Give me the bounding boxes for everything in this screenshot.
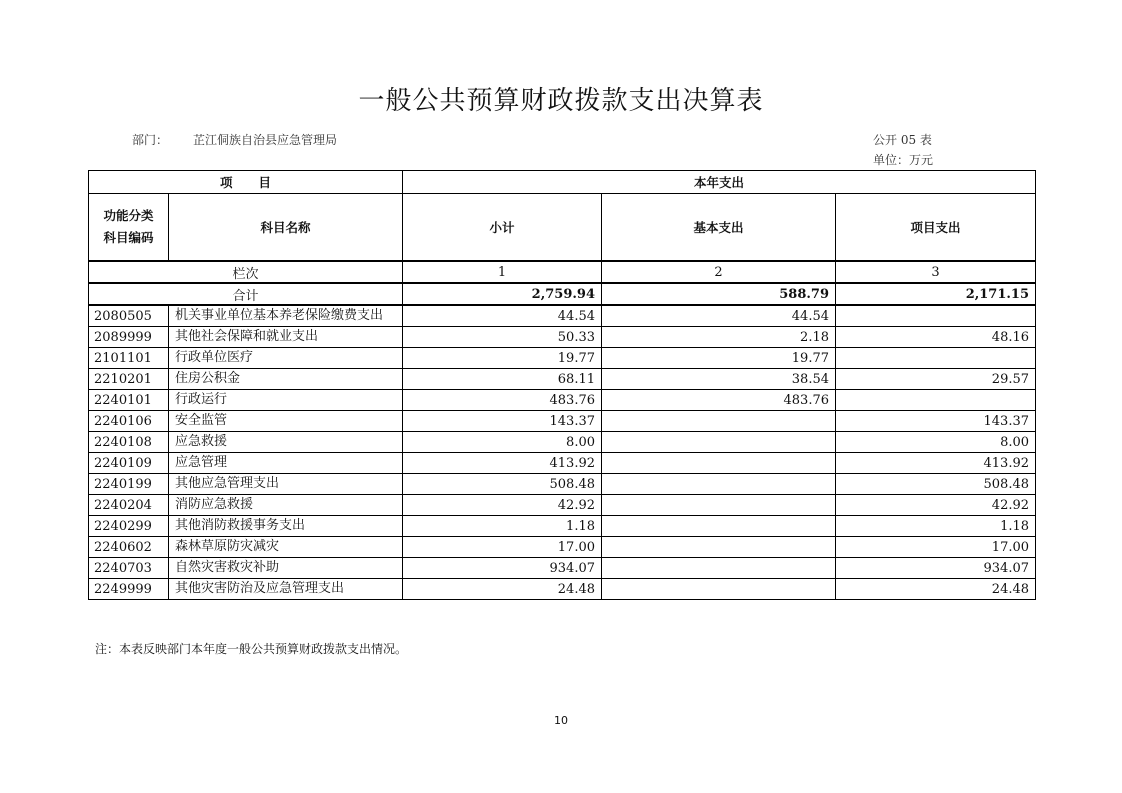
row-subtotal: 42.92 bbox=[403, 495, 602, 516]
row-code: 2080505 bbox=[89, 305, 169, 327]
total-project: 2,171.15 bbox=[836, 283, 1036, 305]
row-basic bbox=[602, 432, 836, 453]
column-number-1: 1 bbox=[403, 261, 602, 283]
row-basic bbox=[602, 537, 836, 558]
row-project: 8.00 bbox=[836, 432, 1036, 453]
row-project: 1.18 bbox=[836, 516, 1036, 537]
row-name: 行政单位医疗 bbox=[169, 348, 403, 369]
table-row bbox=[89, 411, 1036, 432]
form-code: 公开 05 表 bbox=[873, 133, 932, 147]
total-row bbox=[89, 283, 1036, 305]
row-subtotal: 8.00 bbox=[403, 432, 602, 453]
row-name: 行政运行 bbox=[169, 390, 403, 411]
table-row bbox=[89, 516, 1036, 537]
row-subtotal: 68.11 bbox=[403, 369, 602, 390]
unit-label: 单位：万元 bbox=[873, 153, 934, 167]
column-number-label: 栏次 bbox=[89, 261, 403, 283]
expenditure-table bbox=[88, 170, 1036, 600]
row-subtotal: 19.77 bbox=[403, 348, 602, 369]
row-project: 508.48 bbox=[836, 474, 1036, 495]
row-code: 2101101 bbox=[89, 348, 169, 369]
row-name: 住房公积金 bbox=[169, 369, 403, 390]
row-project: 17.00 bbox=[836, 537, 1036, 558]
row-subtotal: 143.37 bbox=[403, 411, 602, 432]
row-name: 消防应急救援 bbox=[169, 495, 403, 516]
row-code: 2240108 bbox=[89, 432, 169, 453]
header-current-year-spending: 本年支出 bbox=[403, 171, 1036, 194]
header-func-code: 功能分类 科目编码 bbox=[89, 194, 169, 262]
row-basic bbox=[602, 579, 836, 600]
row-project bbox=[836, 305, 1036, 327]
column-number-row bbox=[89, 261, 1036, 283]
row-project: 143.37 bbox=[836, 411, 1036, 432]
row-subtotal: 934.07 bbox=[403, 558, 602, 579]
table-row bbox=[89, 558, 1036, 579]
row-code: 2249999 bbox=[89, 579, 169, 600]
row-project bbox=[836, 348, 1036, 369]
row-name: 其他社会保障和就业支出 bbox=[169, 327, 403, 348]
row-code: 2240299 bbox=[89, 516, 169, 537]
table-row bbox=[89, 348, 1036, 369]
department-label: 部门： bbox=[132, 133, 169, 147]
row-subtotal: 413.92 bbox=[403, 453, 602, 474]
header-subject-name: 科目名称 bbox=[169, 194, 403, 262]
table-note: 注：本表反映部门本年度一般公共预算财政拨款支出情况。 bbox=[95, 642, 408, 656]
total-label: 合计 bbox=[89, 283, 403, 305]
row-name: 应急管理 bbox=[169, 453, 403, 474]
row-code: 2240101 bbox=[89, 390, 169, 411]
row-subtotal: 483.76 bbox=[403, 390, 602, 411]
header-project-spending: 项目支出 bbox=[836, 194, 1036, 262]
row-name: 其他应急管理支出 bbox=[169, 474, 403, 495]
row-subtotal: 1.18 bbox=[403, 516, 602, 537]
row-project: 24.48 bbox=[836, 579, 1036, 600]
row-name: 自然灾害救灾补助 bbox=[169, 558, 403, 579]
row-project: 29.57 bbox=[836, 369, 1036, 390]
table-row bbox=[89, 474, 1036, 495]
row-basic bbox=[602, 516, 836, 537]
row-basic bbox=[602, 411, 836, 432]
table-row bbox=[89, 390, 1036, 411]
table-row bbox=[89, 369, 1036, 390]
header-project: 项 目 bbox=[89, 171, 403, 194]
table-row bbox=[89, 432, 1036, 453]
row-project: 42.92 bbox=[836, 495, 1036, 516]
row-project: 48.16 bbox=[836, 327, 1036, 348]
table-row bbox=[89, 453, 1036, 474]
row-subtotal: 50.33 bbox=[403, 327, 602, 348]
page-number: 10 bbox=[554, 714, 568, 727]
row-name: 应急救援 bbox=[169, 432, 403, 453]
department-name: 芷江侗族自治县应急管理局 bbox=[193, 133, 338, 147]
row-basic: 2.18 bbox=[602, 327, 836, 348]
row-basic bbox=[602, 474, 836, 495]
table-row bbox=[89, 305, 1036, 327]
row-code: 2089999 bbox=[89, 327, 169, 348]
row-basic bbox=[602, 453, 836, 474]
row-basic: 483.76 bbox=[602, 390, 836, 411]
row-basic: 38.54 bbox=[602, 369, 836, 390]
row-code: 2240106 bbox=[89, 411, 169, 432]
row-project: 934.07 bbox=[836, 558, 1036, 579]
table-row bbox=[89, 495, 1036, 516]
table-row bbox=[89, 537, 1036, 558]
row-subtotal: 17.00 bbox=[403, 537, 602, 558]
table-row bbox=[89, 327, 1036, 348]
row-name: 机关事业单位基本养老保险缴费支出 bbox=[169, 305, 403, 327]
row-subtotal: 508.48 bbox=[403, 474, 602, 495]
row-name: 其他灾害防治及应急管理支出 bbox=[169, 579, 403, 600]
page-title: 一般公共预算财政拨款支出决算表 bbox=[358, 86, 764, 116]
row-basic bbox=[602, 495, 836, 516]
row-name: 森林草原防灾减灾 bbox=[169, 537, 403, 558]
row-basic: 44.54 bbox=[602, 305, 836, 327]
column-number-2: 2 bbox=[602, 261, 836, 283]
row-project bbox=[836, 390, 1036, 411]
total-basic: 588.79 bbox=[602, 283, 836, 305]
header-basic-spending: 基本支出 bbox=[602, 194, 836, 262]
row-basic bbox=[602, 558, 836, 579]
total-subtotal: 2,759.94 bbox=[403, 283, 602, 305]
table-row bbox=[89, 579, 1036, 600]
row-code: 2240602 bbox=[89, 537, 169, 558]
row-code: 2240204 bbox=[89, 495, 169, 516]
column-number-3: 3 bbox=[836, 261, 1036, 283]
row-subtotal: 24.48 bbox=[403, 579, 602, 600]
row-subtotal: 44.54 bbox=[403, 305, 602, 327]
header-subtotal: 小计 bbox=[403, 194, 602, 262]
row-code: 2240109 bbox=[89, 453, 169, 474]
row-code: 2240703 bbox=[89, 558, 169, 579]
row-basic: 19.77 bbox=[602, 348, 836, 369]
row-code: 2240199 bbox=[89, 474, 169, 495]
row-project: 413.92 bbox=[836, 453, 1036, 474]
row-name: 安全监管 bbox=[169, 411, 403, 432]
row-code: 2210201 bbox=[89, 369, 169, 390]
row-name: 其他消防救援事务支出 bbox=[169, 516, 403, 537]
